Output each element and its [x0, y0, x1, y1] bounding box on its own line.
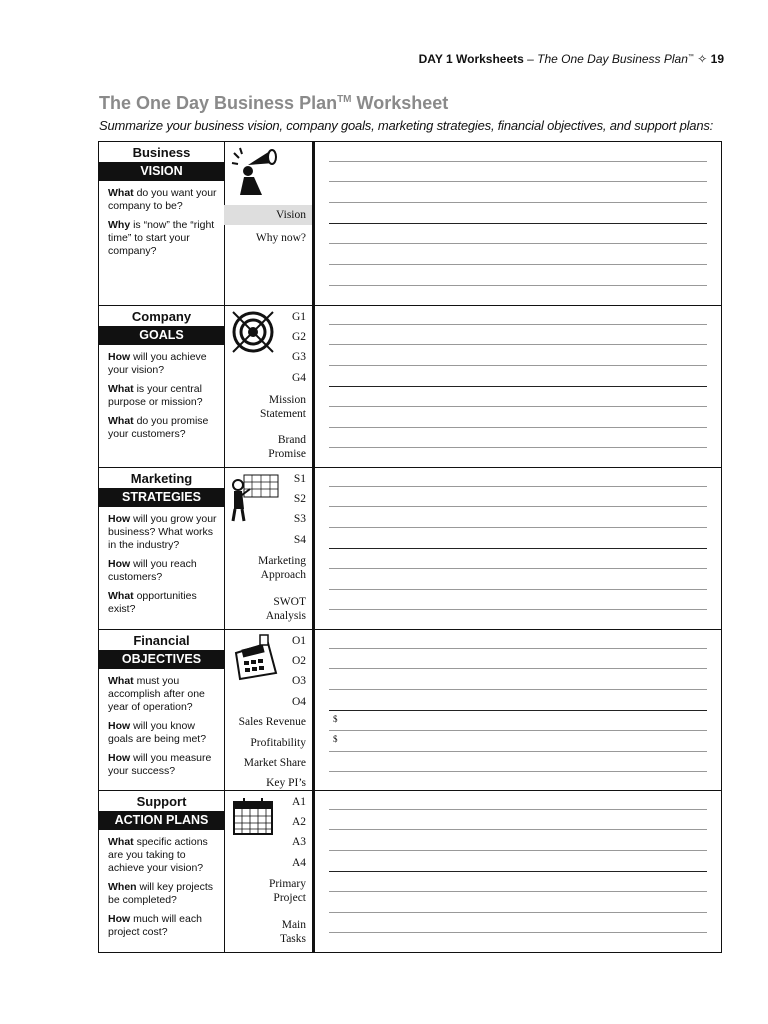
row-label: Primary Project: [268, 878, 306, 904]
row-label: Mission Statement: [260, 394, 306, 420]
row-label: Marketing Approach: [258, 555, 306, 581]
row-label: O3: [291, 675, 306, 687]
row-label: O4: [291, 696, 306, 708]
question-lead: How: [108, 720, 131, 732]
question-lead: How: [108, 558, 131, 570]
section-heading: Business: [132, 145, 191, 160]
question-lead: What: [108, 675, 134, 687]
row-label: S4: [293, 534, 306, 546]
running-head-book: The One Day Business Plan: [537, 52, 688, 66]
question-text: do you want your company to be?: [108, 187, 217, 212]
calculator-icon: [230, 633, 278, 681]
question-text: do you promise your customers?: [108, 415, 209, 440]
section-bar: STRATEGIES: [99, 488, 224, 507]
question: [108, 720, 220, 746]
writing-area[interactable]: [312, 630, 721, 790]
row-label: Brand Promise: [268, 434, 306, 460]
label-column: [224, 306, 312, 467]
question-text: much will each project cost?: [108, 913, 202, 938]
megaphone-icon: [230, 145, 282, 197]
row-label: Vision: [224, 205, 312, 225]
row-label: S3: [293, 513, 306, 525]
section-heading: Support: [136, 794, 187, 809]
row-label: Main Tasks: [279, 919, 306, 945]
question-lead: How: [108, 513, 131, 525]
prompt-column: [99, 142, 225, 305]
row-label: A4: [291, 857, 306, 869]
prompt-column: [99, 791, 225, 952]
row-label: A2: [291, 816, 306, 828]
section-vision: [99, 142, 721, 306]
row-label: G3: [291, 351, 306, 363]
question: [108, 351, 220, 377]
dollar-sign: $: [333, 714, 338, 724]
question: [108, 675, 220, 714]
prompt-column: [99, 306, 225, 467]
question-text: will you reach customers?: [108, 558, 197, 583]
row-label: Sales Revenue: [238, 716, 306, 728]
question: [108, 752, 220, 778]
row-label: Why now?: [255, 232, 306, 244]
writing-area[interactable]: [312, 468, 721, 629]
row-label: A3: [291, 836, 306, 848]
question-text: will you know goals are being met?: [108, 720, 207, 745]
section-goals: [99, 306, 721, 468]
question: [108, 590, 220, 616]
question: [108, 415, 220, 441]
question-lead: Why: [108, 219, 131, 231]
question-text: will you grow your business? What works in the industry?: [108, 513, 217, 551]
section-heading: Company: [131, 309, 192, 324]
page-subtitle: Summarize your business vision, company goals, marketing strategies, financial objectives, and support plans:: [99, 118, 714, 133]
writing-area[interactable]: [312, 142, 721, 305]
section-heading: Marketing: [130, 471, 193, 486]
section-strategies: [99, 468, 721, 630]
question: [108, 881, 220, 907]
row-label: Market Share: [243, 757, 306, 769]
question-lead: How: [108, 752, 131, 764]
label-column: [224, 142, 312, 305]
question: [108, 187, 220, 213]
running-head-star: ✧: [693, 52, 711, 66]
section-heading: Financial: [133, 633, 190, 648]
question: [108, 913, 220, 939]
page-title: [99, 93, 448, 114]
question: [108, 836, 220, 875]
question-text: will you measure your success?: [108, 752, 212, 777]
row-label: G2: [291, 331, 306, 343]
section-action-plans: [99, 791, 721, 952]
prompt-column: [99, 630, 225, 790]
question-lead: What: [108, 836, 134, 848]
worksheet-table: [98, 141, 722, 953]
section-bar: GOALS: [99, 326, 224, 345]
question-lead: How: [108, 913, 131, 925]
row-label: S2: [293, 493, 306, 505]
running-head-section: DAY 1 Worksheets: [418, 52, 524, 66]
question: [108, 219, 220, 258]
row-label: O2: [291, 655, 306, 667]
question: [108, 558, 220, 584]
question-lead: When: [108, 881, 137, 893]
section-objectives: [99, 630, 721, 791]
presenter-chart-icon: [230, 471, 282, 523]
calendar-icon: [230, 794, 276, 836]
title-tm: TM: [337, 94, 352, 105]
question-lead: What: [108, 415, 134, 427]
section-bar: VISION: [99, 162, 224, 181]
question-lead: What: [108, 590, 134, 602]
row-label: Profitability: [250, 737, 306, 749]
running-head-tm: ™: [687, 54, 694, 60]
question-lead: What: [108, 383, 134, 395]
row-label: Key PI’s: [266, 777, 306, 789]
question: [108, 383, 220, 409]
row-label: O1: [291, 635, 306, 647]
question-text: specific actions are you taking to achieve your vision?: [108, 836, 208, 874]
section-bar: OBJECTIVES: [99, 650, 224, 669]
page-number: 19: [710, 52, 724, 66]
question-text: is “now” the “right time” to start your company?: [108, 219, 215, 257]
question: [108, 513, 220, 552]
label-column: [224, 630, 312, 790]
dollar-sign: $: [333, 734, 338, 744]
question-lead: What: [108, 187, 134, 199]
writing-area[interactable]: [312, 791, 721, 952]
question-text: is your central purpose or mission?: [108, 383, 203, 408]
label-column: [224, 468, 312, 629]
question-text: opportunities exist?: [108, 590, 197, 615]
label-column: [224, 791, 312, 952]
section-bar: ACTION PLANS: [99, 811, 224, 830]
prompt-column: [99, 468, 225, 629]
row-label: G4: [291, 372, 306, 384]
question-lead: How: [108, 351, 131, 363]
title-rest: Worksheet: [351, 93, 449, 113]
target-icon: [230, 309, 276, 355]
question-text: must you accomplish after one year of operation?: [108, 675, 205, 713]
running-head-dash: –: [523, 52, 538, 66]
writing-area[interactable]: [312, 306, 721, 467]
row-label: SWOT Analysis: [265, 596, 306, 622]
row-label: S1: [293, 473, 306, 485]
row-label: A1: [291, 796, 306, 808]
question-text: will you achieve your vision?: [108, 351, 207, 376]
question-text: will key projects be completed?: [108, 881, 214, 906]
title-main: The One Day Business Plan: [99, 93, 338, 113]
row-label: G1: [291, 311, 306, 323]
running-head: [419, 52, 724, 66]
